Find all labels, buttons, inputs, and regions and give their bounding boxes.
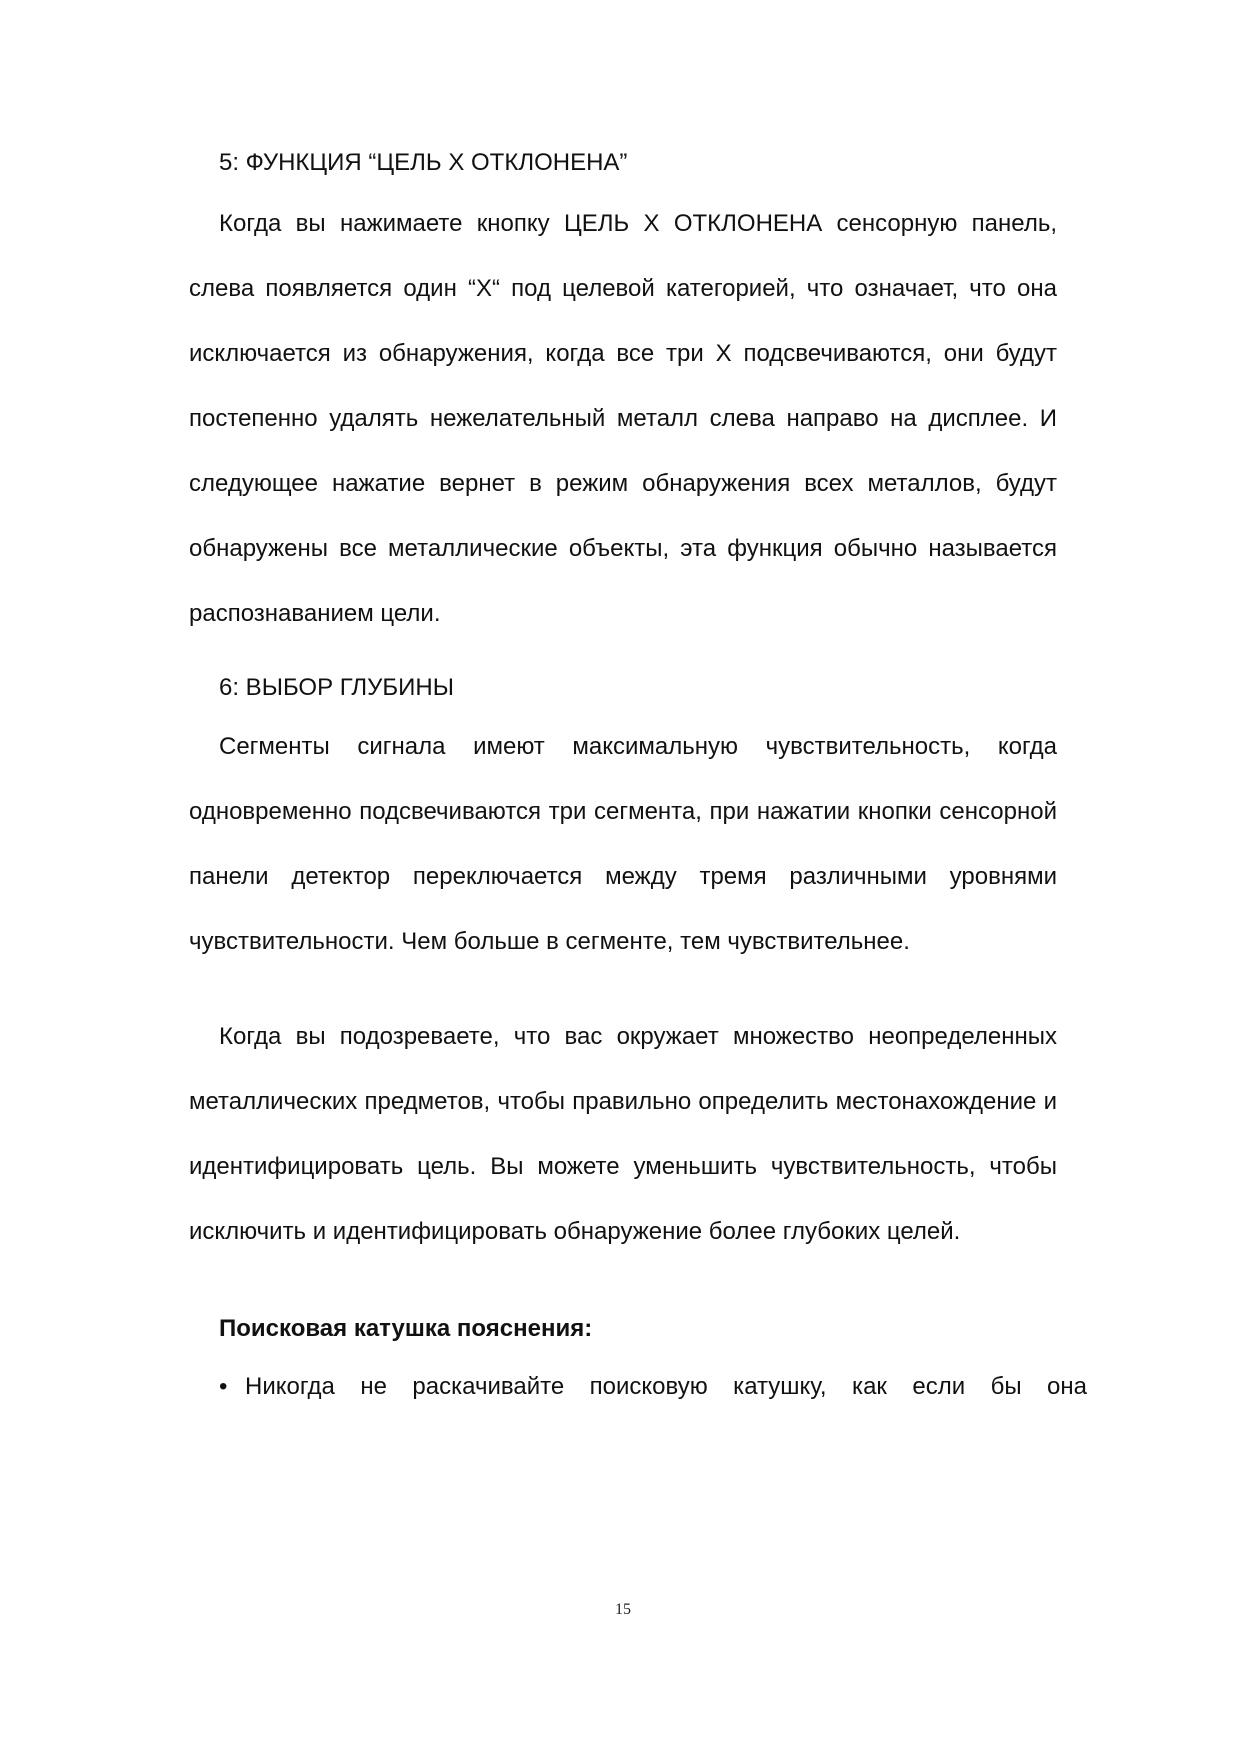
section-6-paragraph-1: Сегменты сигнала имеют максимальную чувствительность, когда одновременно подсвечиваются три сегмента, при нажатии кнопки сенсорной панели детектор переключается между тремя различными уровнями чувствительности. Чем больше в сегменте, тем чувствительнее. <box>189 733 1057 955</box>
section-5-paragraph: Когда вы нажимаете кнопку ЦЕЛЬ X ОТКЛОНЕНА сенсорную панель, слева появляется один “X“ под целевой категорией, что означает, что она исключается из обнаружения, когда все три X подсвечиваются, они будут постепенно удалять нежелательный металл слева направо на дисплее. И следующее нажатие вернет в режим обнаружения всех металлов, будут обнаружены все металлические объекты, эта функция обычно называется распознаванием цели. <box>189 210 1057 627</box>
search-coil-heading: Поисковая катушка пояснения: <box>219 1315 593 1342</box>
section-6-heading: 6: ВЫБОР ГЛУБИНЫ <box>219 674 454 701</box>
search-coil-bullet-item <box>189 1372 1087 1402</box>
bullet-marker: • <box>219 1373 228 1400</box>
bullet-text: Никогда не раскачивайте поисковую катушку, как если бы она <box>245 1373 1087 1400</box>
section-5-heading: 5: ФУНКЦИЯ “ЦЕЛЬ X ОТКЛОНЕНА” <box>219 149 628 176</box>
section-6-paragraph-2: Когда вы подозреваете, что вас окружает множество неопределенных металлических предметов, чтобы правильно определить местонахождение и идентифицировать цель. Вы можете уменьшить чувствительность, чтобы исключить и идентифицировать обнаружение более глубоких целей. <box>189 1023 1057 1245</box>
document-page <box>189 0 1087 1755</box>
page-number: 15 <box>615 1601 631 1618</box>
